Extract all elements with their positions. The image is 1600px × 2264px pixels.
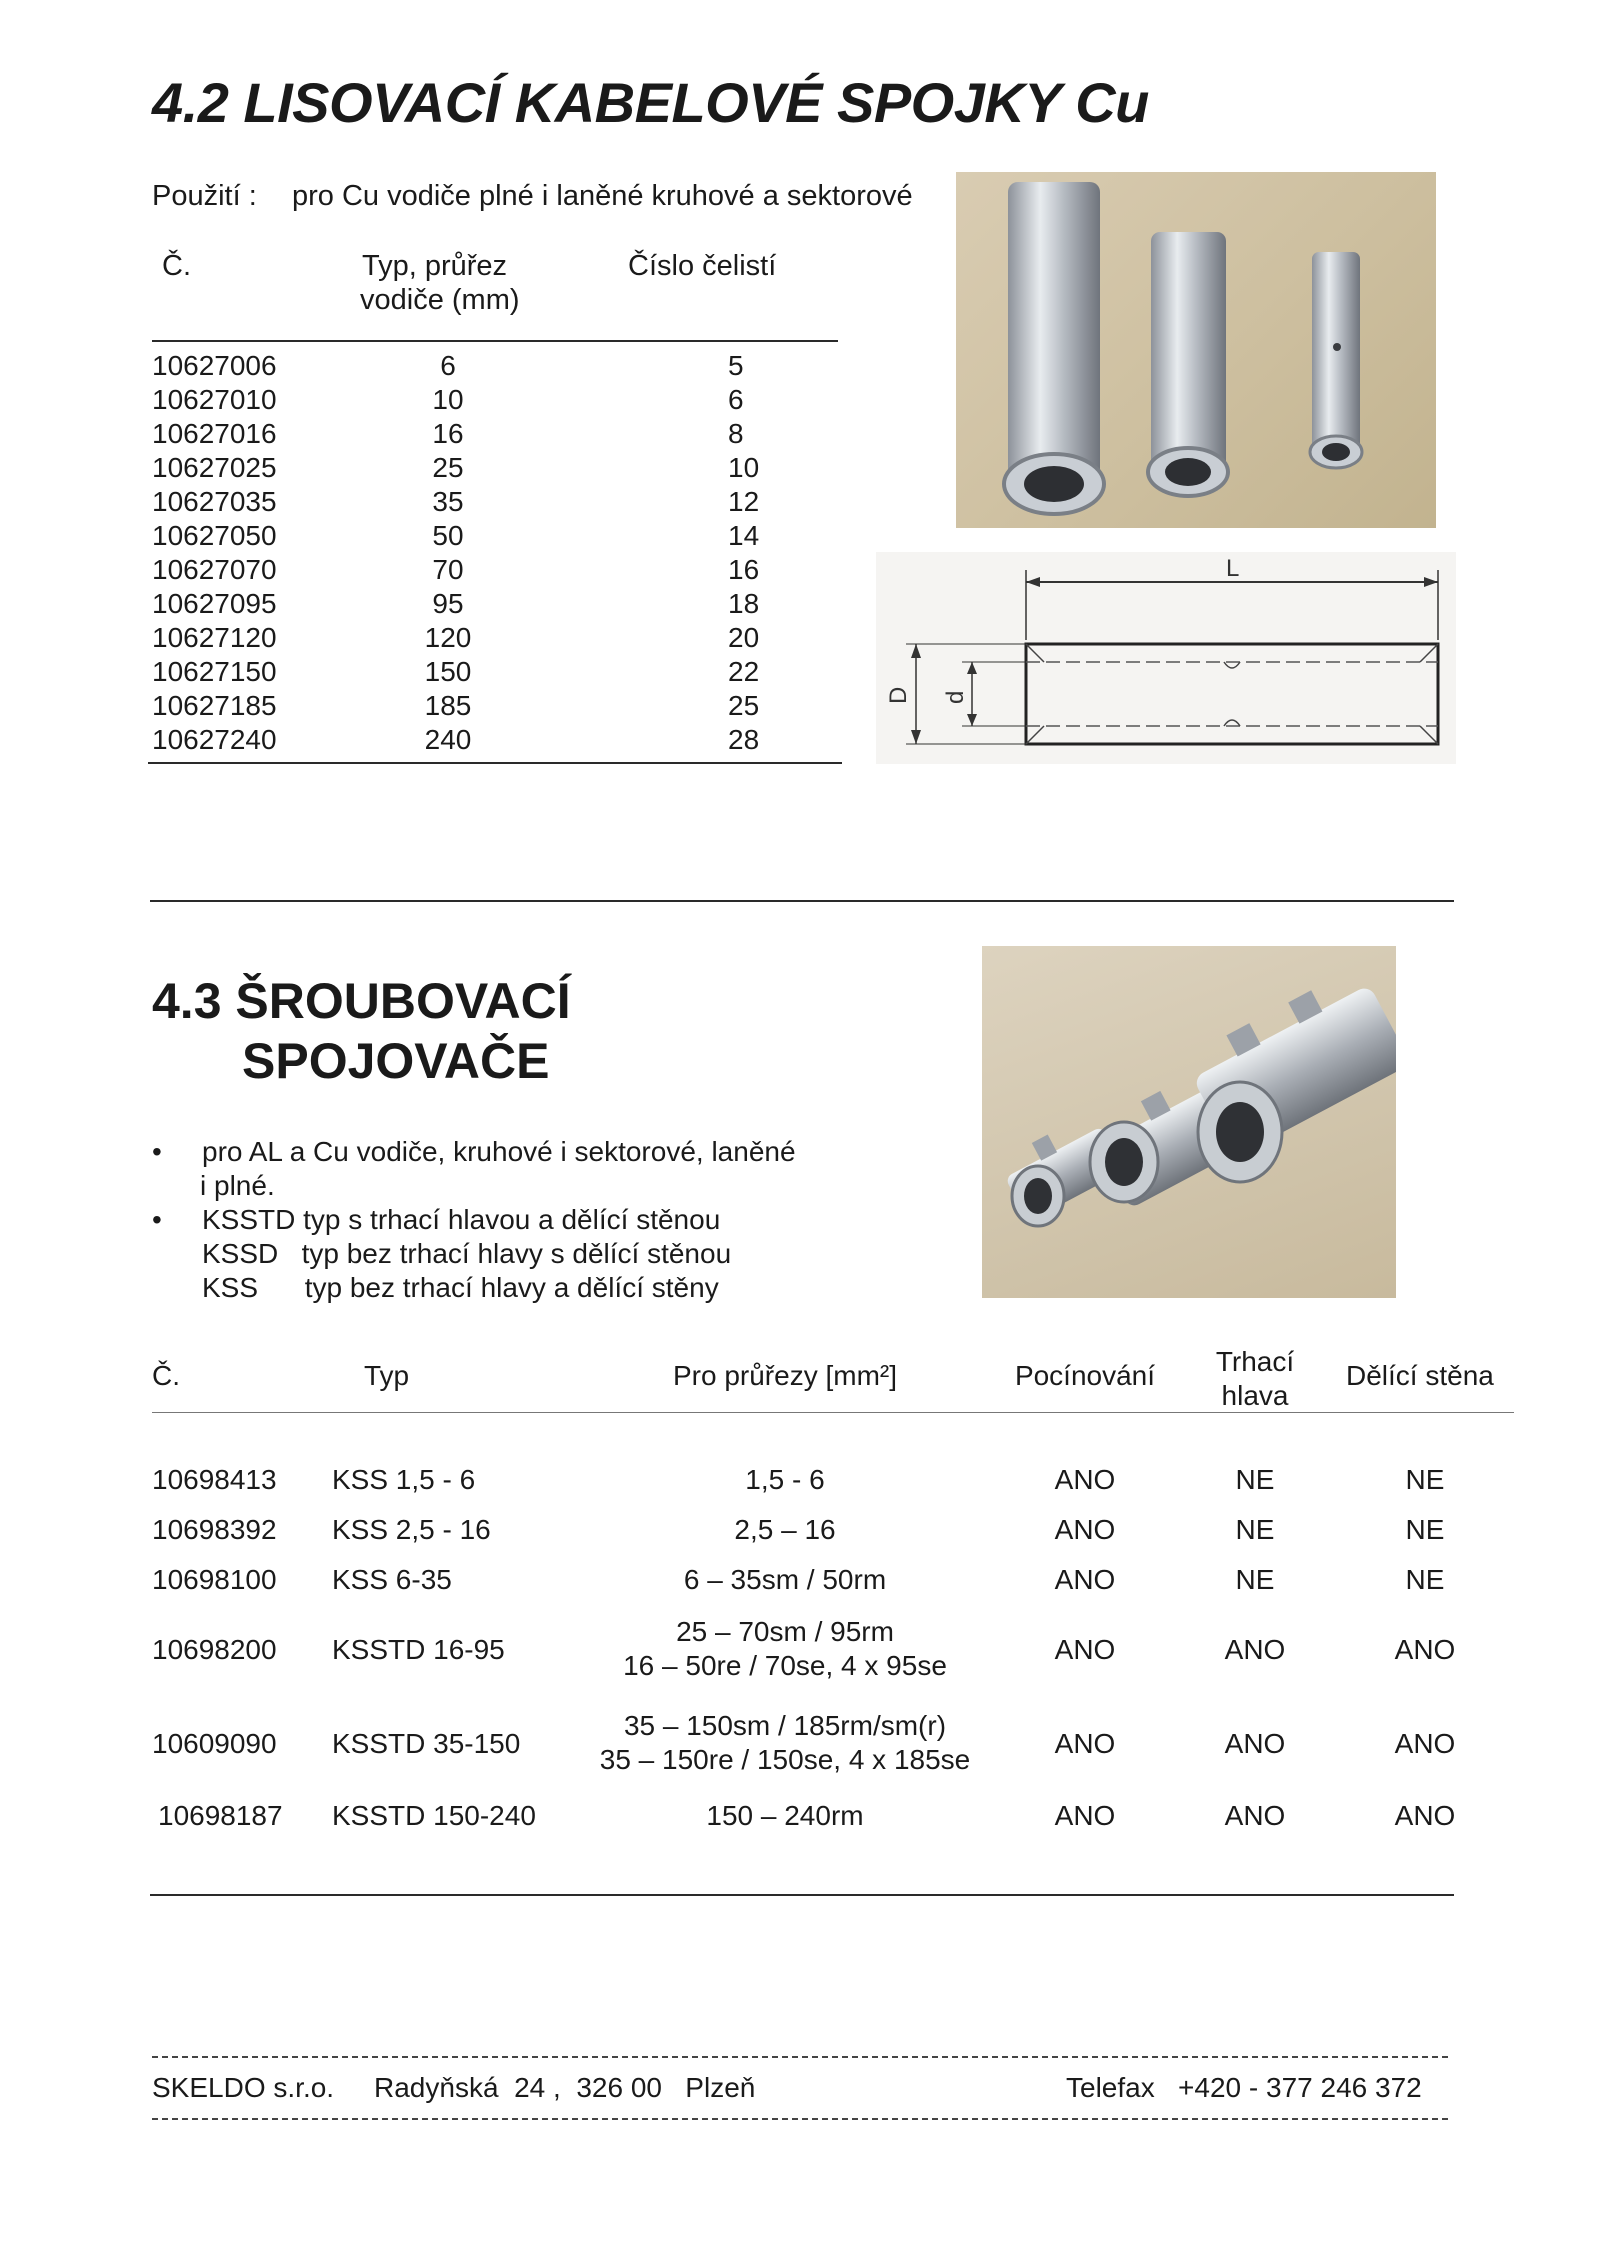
table2-cell-range: 35 – 150re / 150se, 4 x 185se	[599, 1744, 971, 1775]
table1-cell-jaw: 22	[728, 656, 760, 687]
table2-cell-breakhead: ANO	[1224, 1800, 1286, 1831]
table1-cell-jaw: 6	[728, 384, 744, 415]
table2-cell-breakhead: ANO	[1224, 1634, 1286, 1665]
table1-cell-size: 50	[432, 520, 464, 551]
table2-bottom-rule	[150, 1894, 1454, 1896]
table2-cell-range: 1,5 - 6	[745, 1464, 825, 1495]
bullet-1-line-1: pro AL a Cu vodiče, kruhové i sektorové, laněné	[202, 1136, 796, 1167]
connector-dimension-diagram	[876, 552, 1456, 764]
table2-header-tinning: Pocínování	[1014, 1360, 1156, 1391]
table2-cell-type: KSS 1,5 - 6	[332, 1464, 476, 1495]
footer-address: Radyňská 24 , 326 00 Plzeň	[374, 2072, 756, 2103]
table1-header-type-2: vodiče (mm)	[360, 284, 520, 316]
table2-cell-code: 10698200	[152, 1634, 277, 1665]
section-title-4-3-line2: SPOJOVAČE	[242, 1033, 550, 1089]
table1-cell-jaw: 10	[728, 452, 760, 483]
table2-cell-range: 35 – 150sm / 185rm/sm(r)	[623, 1710, 947, 1741]
table1-cell-size: 240	[424, 724, 472, 755]
table2-cell-tinning: ANO	[1054, 1564, 1116, 1595]
table2-cell-breakhead: NE	[1235, 1514, 1275, 1545]
table2-cell-breakhead: NE	[1235, 1464, 1275, 1495]
table1-bottom-rule	[148, 762, 842, 764]
table1-cell-code: 10627016	[152, 418, 277, 449]
usage-label: Použití :	[152, 180, 257, 212]
table2-cell-wall: NE	[1405, 1564, 1445, 1595]
table2-cell-code: 10698392	[152, 1514, 277, 1545]
table1-header-number: Č.	[162, 250, 191, 282]
footer-company: SKELDO s.r.o.	[152, 2072, 335, 2103]
table2-cell-type: KSSTD 150-240	[332, 1800, 536, 1831]
bullet-2-marker: •	[152, 1204, 162, 1235]
table2-cell-tinning: ANO	[1054, 1728, 1116, 1759]
table1-cell-jaw: 8	[728, 418, 744, 449]
table2-cell-tinning: ANO	[1054, 1800, 1116, 1831]
table2-cell-code: 10609090	[152, 1728, 277, 1759]
table2-cell-tinning: ANO	[1054, 1634, 1116, 1665]
table2-cell-tinning: ANO	[1054, 1514, 1116, 1545]
table2-cell-range: 150 – 240rm	[706, 1800, 864, 1831]
table1-cell-size: 16	[432, 418, 464, 449]
table1-cell-code: 10627006	[152, 350, 277, 381]
table1-cell-size: 25	[432, 452, 464, 483]
table1-cell-size: 6	[440, 350, 456, 381]
table1-cell-jaw: 28	[728, 724, 760, 755]
table1-cell-size: 35	[432, 486, 464, 517]
table1-cell-code: 10627120	[152, 622, 277, 653]
table2-cell-wall: NE	[1405, 1514, 1445, 1545]
table1-cell-jaw: 14	[728, 520, 760, 551]
table1-cell-size: 70	[432, 554, 464, 585]
table2-cell-code: 10698187	[158, 1800, 283, 1831]
table2-cell-range: 2,5 – 16	[734, 1514, 836, 1545]
table2-cell-type: KSSTD 35-150	[332, 1728, 521, 1759]
table1-cell-jaw: 16	[728, 554, 760, 585]
bullet-1-marker: •	[152, 1136, 162, 1167]
table2-cell-range: 16 – 50re / 70se, 4 x 95se	[623, 1650, 947, 1681]
table1-header-type: Typ, průřez	[362, 250, 508, 282]
table1-cell-jaw: 5	[728, 350, 744, 381]
crimp-connectors-photo	[956, 172, 1436, 528]
table1-cell-size: 185	[424, 690, 472, 721]
table1-cell-jaw: 12	[728, 486, 760, 517]
usage-text: pro Cu vodiče plné i laněné kruhové a sektorové	[292, 180, 913, 212]
table2-header-number: Č.	[152, 1360, 180, 1391]
table2-cell-type: KSS 2,5 - 16	[332, 1514, 491, 1545]
table1-cell-code: 10627095	[152, 588, 277, 619]
table2-header-rule	[152, 1412, 1514, 1413]
table1-cell-code: 10627070	[152, 554, 277, 585]
bullet-2-line-3: KSS typ bez trhací hlavy a dělící stěny	[202, 1272, 719, 1303]
table1-cell-code: 10627035	[152, 486, 277, 517]
table1-cell-jaw: 20	[728, 622, 760, 653]
table1-cell-jaw: 18	[728, 588, 760, 619]
table2-cell-breakhead: NE	[1235, 1564, 1275, 1595]
table1-cell-code: 10627050	[152, 520, 277, 551]
table2-header-breakhead-2: hlava	[1221, 1380, 1289, 1411]
bullet-1-line-2: i plné.	[200, 1170, 275, 1201]
table1-cell-size: 150	[424, 656, 472, 687]
footer-telefax: Telefax +420 - 377 246 372	[1066, 2072, 1422, 2103]
table1-cell-code: 10627240	[152, 724, 277, 755]
table2-cell-wall: ANO	[1394, 1800, 1456, 1831]
diagram-label-d: d	[942, 690, 969, 704]
diagram-label-L: L	[1226, 555, 1240, 582]
table2-cell-wall: ANO	[1394, 1634, 1456, 1665]
table1-cell-code: 10627010	[152, 384, 277, 415]
section-title-4-3: 4.3 ŠROUBOVACÍ	[152, 973, 571, 1029]
diagram-label-D: D	[885, 686, 912, 704]
table1-cell-code: 10627185	[152, 690, 277, 721]
table2-cell-range: 25 – 70sm / 95rm	[676, 1616, 894, 1647]
table2-cell-tinning: ANO	[1054, 1464, 1116, 1495]
table1-cell-size: 10	[432, 384, 464, 415]
table1-cell-size: 95	[432, 588, 464, 619]
section-title-4-2: 4.2 LISOVACÍ KABELOVÉ SPOJKY Cu	[152, 71, 1149, 134]
table2-header-type: Typ	[364, 1360, 410, 1391]
footer-bottom-dashes	[152, 2118, 1448, 2120]
bullet-2-line-2: KSSD typ bez trhací hlavy s dělící stěnou	[202, 1238, 732, 1269]
screw-connectors-photo	[982, 946, 1396, 1298]
table1-cell-code: 10627150	[152, 656, 277, 687]
table1-header-rule	[152, 340, 838, 342]
table2-cell-wall: ANO	[1394, 1728, 1456, 1759]
table2-cell-type: KSS 6-35	[332, 1564, 452, 1595]
table2-cell-breakhead: ANO	[1224, 1728, 1286, 1759]
section-divider	[150, 900, 1454, 902]
table2-header-wall: Dělící stěna	[1346, 1360, 1494, 1391]
table1-cell-size: 120	[424, 622, 472, 653]
table1-header-jaw: Číslo čelistí	[628, 250, 777, 282]
table2-header-range: Pro průřezy [mm²]	[672, 1360, 898, 1391]
table2-cell-code: 10698413	[152, 1464, 277, 1495]
footer-top-dashes	[152, 2056, 1448, 2058]
table2-header-breakhead: Trhací	[1215, 1346, 1295, 1377]
table1-cell-jaw: 25	[728, 690, 760, 721]
bullet-2-line-1: KSSTD typ s trhací hlavou a dělící stěnou	[202, 1204, 721, 1235]
table2-cell-range: 6 – 35sm / 50rm	[683, 1564, 887, 1595]
table2-cell-type: KSSTD 16-95	[332, 1634, 505, 1665]
table2-cell-code: 10698100	[152, 1564, 277, 1595]
table2-cell-wall: NE	[1405, 1464, 1445, 1495]
table1-cell-code: 10627025	[152, 452, 277, 483]
